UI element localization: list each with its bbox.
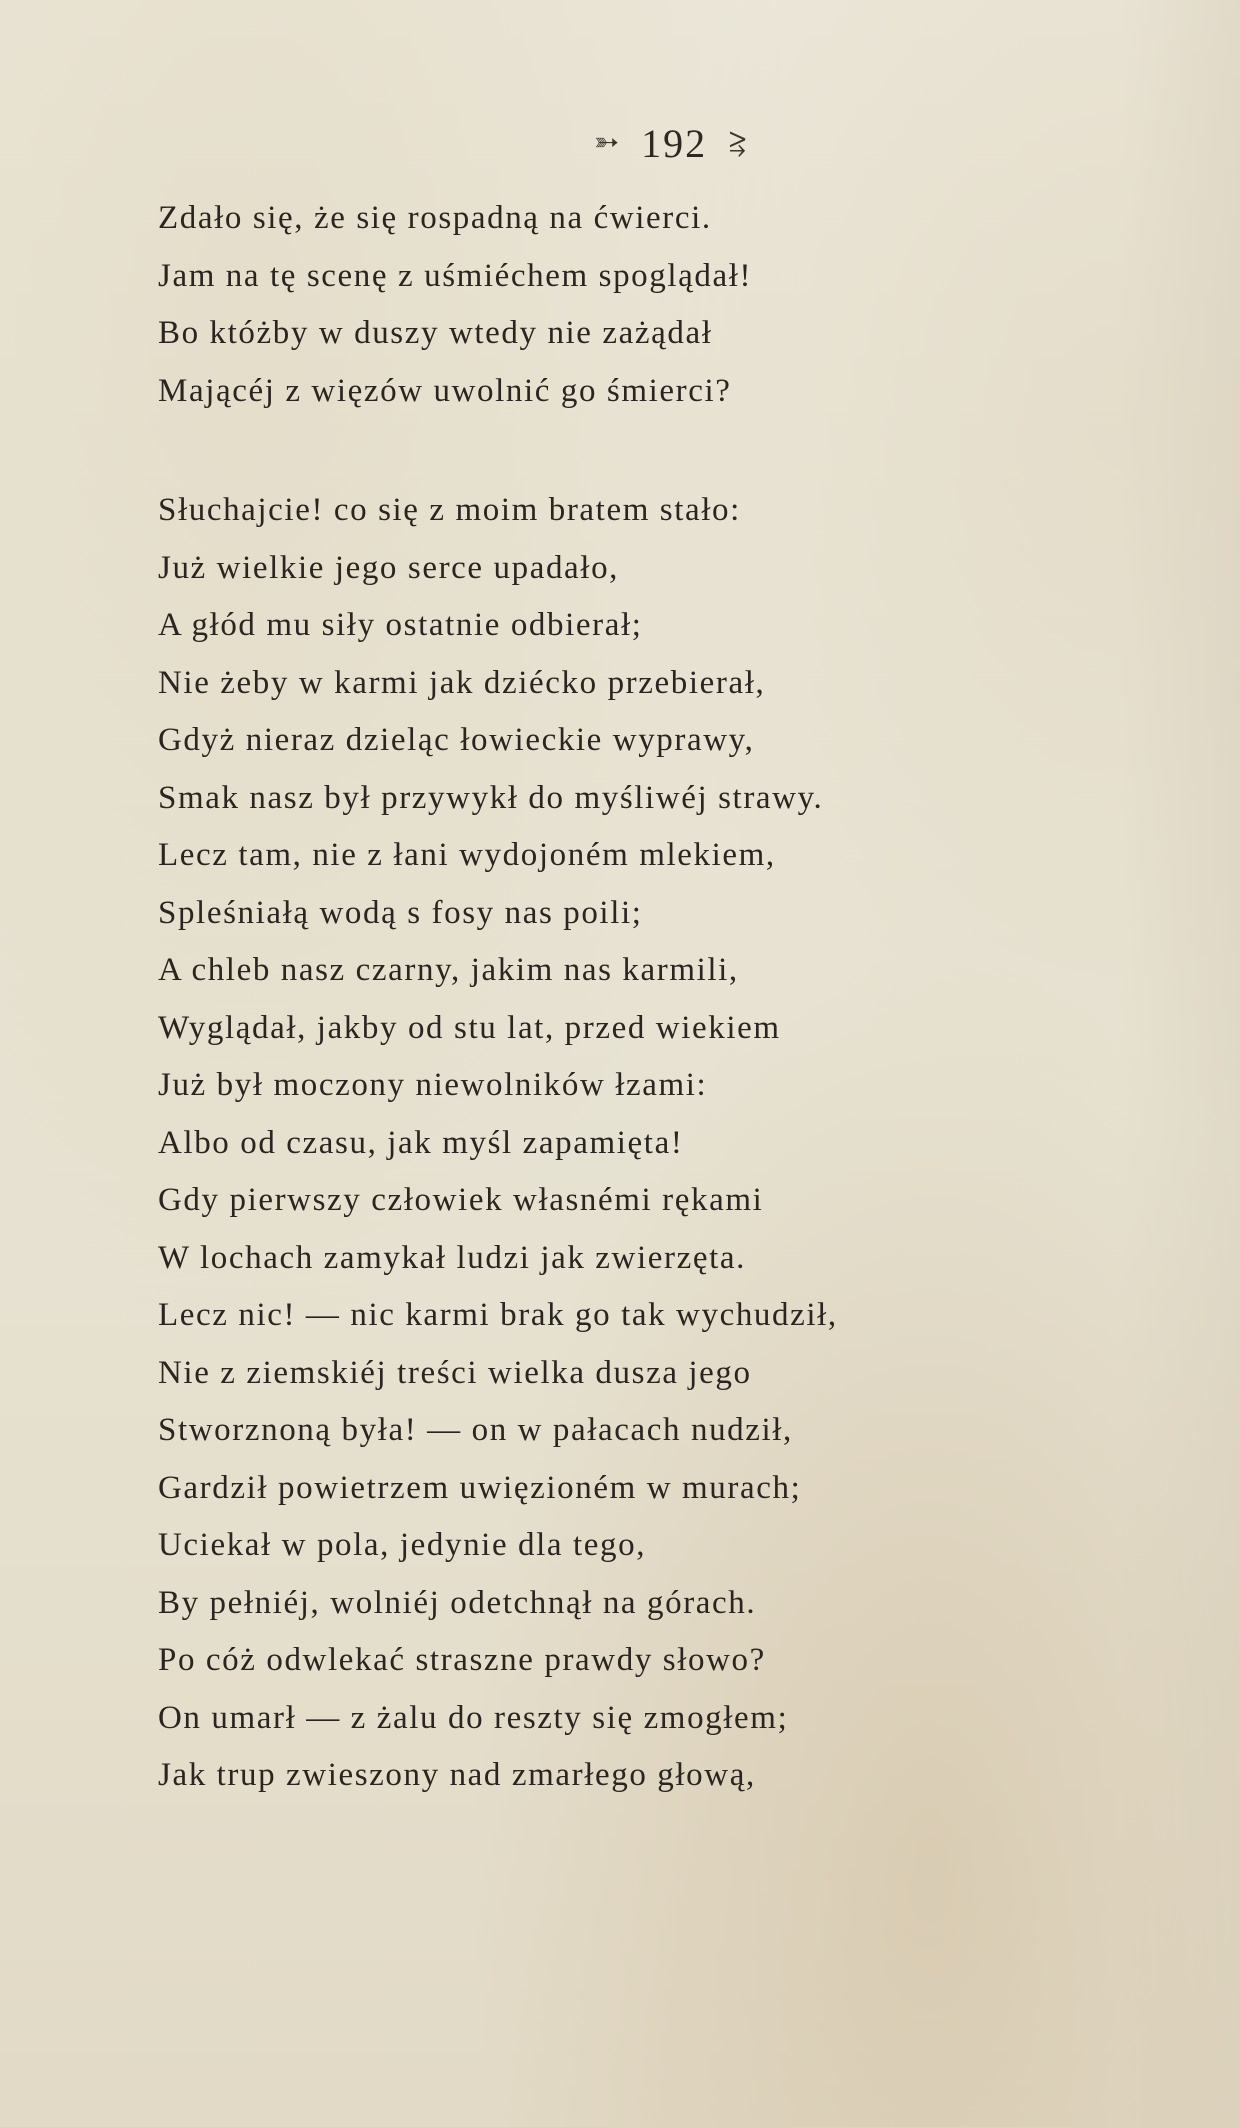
poem-line: Jam na tę scenę z uśmiéchem spoglądał! [158,257,753,294]
poem-line: Już był moczony niewolników łzami: [158,1067,708,1103]
poem-line: Po cóż odwlekać straszne prawdy słowo? [158,1642,766,1678]
poem-line: Słuchajcie! co się z moim bratem stało: [158,492,741,528]
stanza-break [158,420,1098,482]
poem-line: On umarł — z żalu do reszty się zmogłem; [158,1699,789,1736]
poem-line: Stworznoną była! — on w pałacach nudził, [158,1412,793,1448]
poem-line: Uciekał w pola, jedynie dla tego, [158,1527,647,1563]
poem-text [158,190,1098,1805]
poem-line: Nie z ziemskiéj treści wielka dusza jego [158,1354,752,1391]
poem-line: By pełniéj, wolniéj odetchnął na górach. [158,1584,757,1621]
poem-line: Gardził powietrzem uwięzioném w murach; [158,1469,802,1506]
poem-line: W lochach zamykał ludzi jak zwierzęta. [158,1239,746,1276]
poem-line: Spleśniałą wodą s fosy nas poili; [158,894,643,931]
poem-line: A głód mu siły ostatnie odbierał; [158,607,643,643]
poem-line: Smak nasz był przywykł do myśliwéj strawy. [158,779,824,816]
poem-line: Wyglądał, jakby od stu lat, przed wiekiem [158,1009,781,1046]
page-edge-shadow [1120,0,1240,2127]
left-ornament-icon: ➳ [593,125,620,160]
poem-line: Lecz nic! — nic karmi brak go tak wychudził, [158,1297,838,1333]
poem-line: Bo któżby w duszy wtedy nie zażądał [158,315,713,351]
poem-line: Nie żeby w karmi jak dziécko przebierał, [158,664,766,701]
poem-line: Już wielkie jego serce upadało, [158,549,620,586]
poem-line: Albo od czasu, jak myśl zapamięta! [158,1124,684,1161]
poem-line: A chleb nasz czarny, jakim nas karmili, [158,952,739,988]
poem-line: Gdy pierwszy człowiek własnémi rękami [158,1182,764,1218]
poem-line: Zdało się, że się rospadną na ćwierci. [158,200,712,236]
poem-line: Jak trup zwieszony nad zmarłego głową, [158,1757,756,1793]
page-number: 192 [641,120,708,166]
poem-line: Lecz tam, nie z łani wydojoném mlekiem, [158,837,776,873]
poem-line: Gdyż nieraz dzieląc łowieckie wyprawy, [158,722,755,758]
page-header [550,118,790,168]
poem-line: Mającéj z więzów uwolnić go śmierci? [158,372,732,409]
right-ornament-icon: ⥸ [729,125,747,160]
